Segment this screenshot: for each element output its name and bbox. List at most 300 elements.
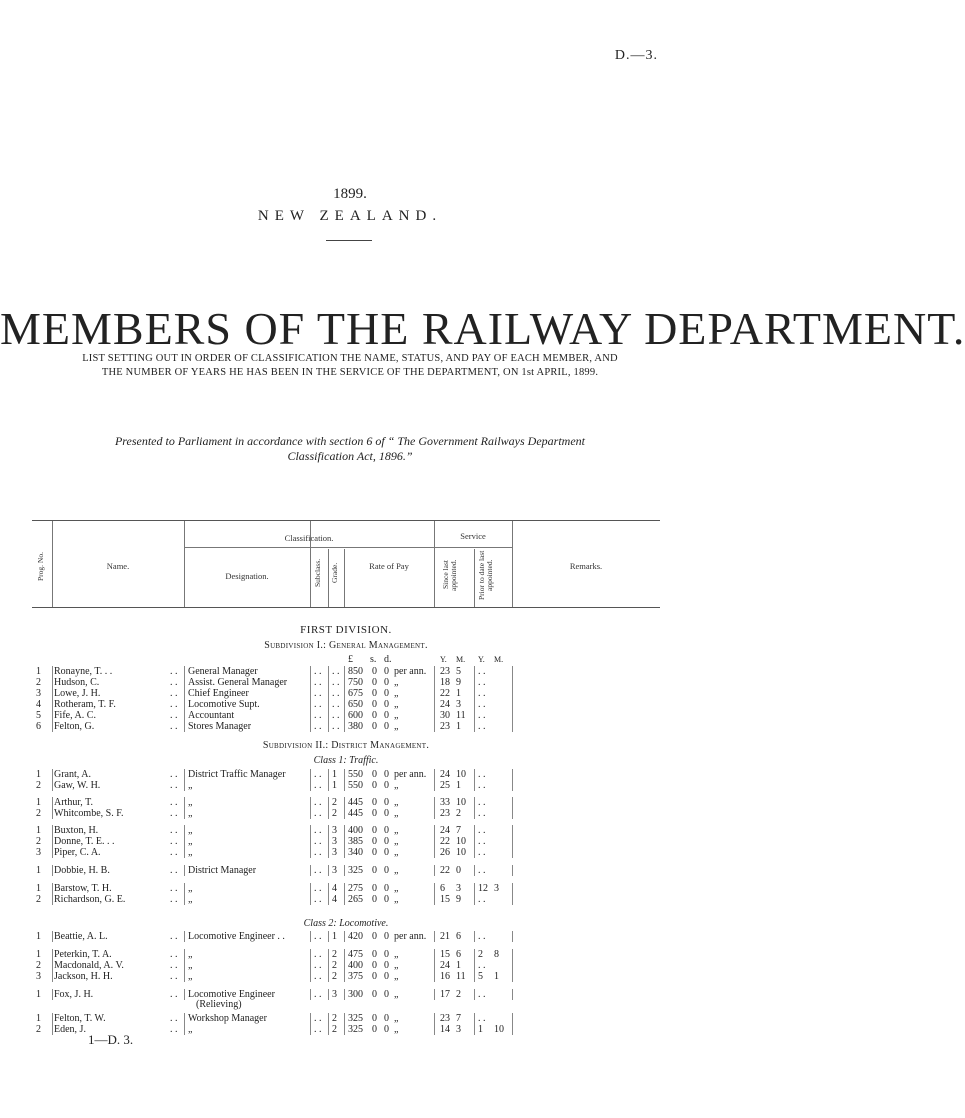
- subclass: . .: [314, 894, 322, 905]
- leader-dots: . .: [170, 836, 178, 847]
- service-years: 16: [440, 971, 450, 982]
- member-name: Felton, T. W.: [54, 1013, 106, 1024]
- table-row: [32, 721, 660, 732]
- service-years: 21: [440, 931, 450, 942]
- subclass: . .: [314, 666, 322, 677]
- leader-dots: . .: [170, 710, 178, 721]
- pay-shillings: 0: [372, 825, 377, 836]
- leader-dots: . .: [170, 931, 178, 942]
- member-name: Jackson, H. H.: [54, 971, 113, 982]
- pay-shillings: 0: [372, 797, 377, 808]
- prior-months: 10: [494, 1024, 504, 1035]
- subclass: . .: [314, 949, 322, 960]
- presented-note: [0, 434, 700, 464]
- table-row: [32, 971, 660, 982]
- member-name: Fife, A. C.: [54, 710, 96, 721]
- designation: „: [188, 883, 193, 894]
- grade: 2: [332, 1013, 337, 1024]
- pay-period: „: [394, 677, 399, 688]
- leader-dots: . .: [170, 769, 178, 780]
- designation: District Traffic Manager: [188, 769, 286, 780]
- prior-years: . .: [478, 960, 486, 971]
- grade: 3: [332, 836, 337, 847]
- service-years: 22: [440, 865, 450, 876]
- pay-period: „: [394, 710, 399, 721]
- subclass: . .: [314, 989, 322, 1000]
- service-years: 24: [440, 769, 450, 780]
- leader-dots: . .: [170, 780, 178, 791]
- prior-years: 2: [478, 949, 483, 960]
- subclass: . .: [314, 721, 322, 732]
- pay-shillings: 0: [372, 971, 377, 982]
- designation: „: [188, 1024, 193, 1035]
- table-row: [32, 825, 660, 836]
- pay-period: „: [394, 808, 399, 819]
- leader-dots: . .: [170, 847, 178, 858]
- member-name: Buxton, H.: [54, 825, 99, 836]
- designation: „: [188, 797, 193, 808]
- member-name: Fox, J. H.: [54, 989, 94, 1000]
- designation: General Manager: [188, 666, 258, 677]
- designation: Stores Manager: [188, 721, 252, 732]
- pay-period: „: [394, 797, 399, 808]
- prior-years: . .: [478, 721, 486, 732]
- page-title: MEMBERS OF THE RAILWAY DEPARTMENT.: [0, 303, 965, 354]
- member-name: Lowe, J. H.: [54, 688, 101, 699]
- grade: . .: [332, 688, 340, 699]
- pay-shillings: 0: [372, 960, 377, 971]
- prior-years: . .: [478, 666, 486, 677]
- pay-pence: 0: [384, 931, 389, 942]
- prog-no: 6: [36, 721, 41, 732]
- subclass: . .: [314, 1024, 322, 1035]
- pay-shillings: 0: [372, 847, 377, 858]
- leader-dots: . .: [170, 677, 178, 688]
- leader-dots: . .: [170, 883, 178, 894]
- pay-pounds: 325: [348, 865, 363, 876]
- service-header: Service: [460, 531, 486, 541]
- rate-header: Rate of Pay: [369, 561, 409, 571]
- pay-pounds: 675: [348, 688, 363, 699]
- since-last-header: Since last appointed.: [441, 559, 458, 591]
- subdivision-2-heading: Subdivision II.: District Management.: [262, 740, 430, 751]
- subclass: . .: [314, 931, 322, 942]
- unit-shillings: s.: [370, 654, 377, 665]
- member-name: Richardson, G. E.: [54, 894, 126, 905]
- prog-no: 3: [36, 971, 41, 982]
- designation: Assist. General Manager: [188, 677, 288, 688]
- pay-shillings: 0: [372, 836, 377, 847]
- subclass: . .: [314, 847, 322, 858]
- pay-period: per ann.: [394, 769, 427, 780]
- leader-dots: . .: [170, 666, 178, 677]
- table-row: [32, 769, 660, 780]
- service-years: 6: [440, 883, 445, 894]
- pay-pounds: 325: [348, 1024, 363, 1035]
- pay-pounds: 265: [348, 894, 363, 905]
- service-years: 17: [440, 989, 450, 1000]
- service-months: 10: [456, 847, 466, 858]
- service-years: 23: [440, 666, 450, 677]
- service-months: 10: [456, 797, 466, 808]
- pay-period: „: [394, 971, 399, 982]
- prior-years: 5: [478, 971, 483, 982]
- pay-pounds: 325: [348, 1013, 363, 1024]
- prior-months: 8: [494, 949, 499, 960]
- pay-pence: 0: [384, 989, 389, 1000]
- designation: Accountant: [188, 710, 235, 721]
- prior-months: 3: [494, 883, 499, 894]
- service-months: 3: [456, 1024, 461, 1035]
- leader-dots: . .: [170, 808, 178, 819]
- grade: 3: [332, 989, 337, 1000]
- prog-no: 1: [36, 989, 41, 1000]
- prior-years: 12: [478, 883, 488, 894]
- prog-no: 1: [36, 883, 41, 894]
- table-row: [32, 931, 660, 942]
- unit-pounds: £: [348, 654, 353, 665]
- year: 1899.: [333, 186, 367, 202]
- service-months: 7: [456, 825, 461, 836]
- member-name: Whitcombe, S. F.: [54, 808, 124, 819]
- prior-years: . .: [478, 780, 486, 791]
- grade: . .: [332, 666, 340, 677]
- pay-pounds: 375: [348, 971, 363, 982]
- designation: „: [188, 847, 193, 858]
- country: NEW ZEALAND.: [257, 208, 443, 224]
- service-months: 9: [456, 677, 461, 688]
- pay-pounds: 380: [348, 721, 363, 732]
- subclass: . .: [314, 808, 322, 819]
- pay-pence: 0: [384, 883, 389, 894]
- subclass: . .: [314, 883, 322, 894]
- member-name: Hudson, C.: [54, 677, 100, 688]
- pay-pounds: 850: [348, 666, 363, 677]
- pay-shillings: 0: [372, 808, 377, 819]
- pay-pounds: 750: [348, 677, 363, 688]
- pay-pounds: 340: [348, 847, 363, 858]
- grade: 1: [332, 780, 337, 791]
- designation: „: [188, 960, 193, 971]
- member-name: Piper, C. A.: [54, 847, 101, 858]
- table-row: [32, 808, 660, 819]
- pay-period: „: [394, 688, 399, 699]
- table-header: [32, 520, 660, 608]
- service-years: 15: [440, 894, 450, 905]
- prior-years: . .: [478, 825, 486, 836]
- units-row: [32, 654, 660, 665]
- pay-pence: 0: [384, 1024, 389, 1035]
- grade: . .: [332, 721, 340, 732]
- table-row: [32, 710, 660, 721]
- service-months: 5: [456, 666, 461, 677]
- service-years: 26: [440, 847, 450, 858]
- table-row: [32, 847, 660, 858]
- prior-years: . .: [478, 836, 486, 847]
- pay-shillings: 0: [372, 688, 377, 699]
- grade: 2: [332, 797, 337, 808]
- grade-header: Grade.: [330, 562, 339, 584]
- subclass-header: Subclass.: [313, 558, 322, 588]
- pay-shillings: 0: [372, 699, 377, 710]
- pay-period: „: [394, 780, 399, 791]
- table-row: [32, 677, 660, 688]
- subclass: . .: [314, 825, 322, 836]
- prior-years: . .: [478, 769, 486, 780]
- prog-no: 2: [36, 808, 41, 819]
- subclass: . .: [314, 699, 322, 710]
- service-months: 10: [456, 769, 466, 780]
- prog-no: 1: [36, 769, 41, 780]
- designation: District Manager: [188, 865, 257, 876]
- pay-pounds: 400: [348, 960, 363, 971]
- pay-pounds: 475: [348, 949, 363, 960]
- pay-shillings: 0: [372, 989, 377, 1000]
- designation: „: [188, 808, 193, 819]
- pay-pounds: 445: [348, 797, 363, 808]
- grade: . .: [332, 710, 340, 721]
- service-months: 1: [456, 780, 461, 791]
- grade: 1: [332, 931, 337, 942]
- pay-pence: 0: [384, 825, 389, 836]
- prior-years: . .: [478, 677, 486, 688]
- subclass: . .: [314, 797, 322, 808]
- grade: . .: [332, 677, 340, 688]
- leader-dots: . .: [170, 971, 178, 982]
- table-row: [32, 780, 660, 791]
- designation: Chief Engineer: [188, 688, 249, 699]
- member-name: Macdonald, A. V.: [54, 960, 124, 971]
- class-2-heading: Class 2: Locomotive.: [303, 918, 389, 929]
- table-row: [32, 688, 660, 699]
- prior-years: . .: [478, 989, 486, 1000]
- subclass: . .: [314, 1013, 322, 1024]
- unit-pence: d.: [384, 654, 392, 665]
- remarks-header: Remarks.: [569, 561, 603, 571]
- table-row: [32, 989, 660, 1010]
- designation: Locomotive Engineer . .: [188, 931, 285, 942]
- prior-months: 1: [494, 971, 499, 982]
- pay-shillings: 0: [372, 1013, 377, 1024]
- service-years: 22: [440, 836, 450, 847]
- pay-period: „: [394, 894, 399, 905]
- service-months: 9: [456, 894, 461, 905]
- service-years: 23: [440, 1013, 450, 1024]
- table-row: [32, 894, 660, 905]
- pay-shillings: 0: [372, 883, 377, 894]
- prog-no: 2: [36, 677, 41, 688]
- leader-dots: . .: [170, 721, 178, 732]
- prog-no-header: Prog. No.: [36, 552, 45, 582]
- prog-no: 5: [36, 710, 41, 721]
- designation: „: [188, 949, 193, 960]
- grade: . .: [332, 699, 340, 710]
- designation-header: Designation.: [225, 571, 269, 581]
- leader-dots: . .: [170, 797, 178, 808]
- service-months: 1: [456, 688, 461, 699]
- member-name: Beattie, A. L.: [54, 931, 108, 942]
- grade: 2: [332, 1024, 337, 1035]
- prior-years: . .: [478, 847, 486, 858]
- prior-years: . .: [478, 710, 486, 721]
- grade: 4: [332, 894, 337, 905]
- pay-pounds: 650: [348, 699, 363, 710]
- pay-shillings: 0: [372, 865, 377, 876]
- footer-signature: 1—D. 3.: [88, 1032, 134, 1047]
- subclass: . .: [314, 960, 322, 971]
- subclass: . .: [314, 865, 322, 876]
- table-row: [32, 699, 660, 710]
- pay-period: „: [394, 989, 399, 1000]
- pay-shillings: 0: [372, 931, 377, 942]
- leader-dots: . .: [170, 1024, 178, 1035]
- leader-dots: . .: [170, 949, 178, 960]
- service-months: 0: [456, 865, 461, 876]
- service-years: 14: [440, 1024, 450, 1035]
- pay-shillings: 0: [372, 1024, 377, 1035]
- pay-pence: 0: [384, 666, 389, 677]
- grade: 3: [332, 847, 337, 858]
- prior-years: . .: [478, 865, 486, 876]
- subtitle-line-1: LIST SETTING OUT IN ORDER OF CLASSIFICATION THE NAME, STATUS, AND PAY OF EACH MEMBER, AND: [82, 353, 618, 364]
- subtitle: [0, 352, 700, 380]
- table-row: [32, 949, 660, 960]
- service-years: 24: [440, 699, 450, 710]
- pay-pence: 0: [384, 1013, 389, 1024]
- designation: „: [188, 971, 193, 982]
- pay-pounds: 420: [348, 931, 363, 942]
- prog-no: 2: [36, 1024, 41, 1035]
- service-months: 6: [456, 931, 461, 942]
- prior-years: . .: [478, 797, 486, 808]
- service-months: 3: [456, 883, 461, 894]
- pay-period: „: [394, 1013, 399, 1024]
- member-name: Gaw, W. H.: [54, 780, 101, 791]
- table-row: [32, 883, 660, 894]
- designation-line-2: (Relieving): [196, 999, 242, 1010]
- pay-period: „: [394, 836, 399, 847]
- pay-pence: 0: [384, 949, 389, 960]
- prior-years: . .: [478, 894, 486, 905]
- service-years: 30: [440, 710, 450, 721]
- pay-pence: 0: [384, 960, 389, 971]
- class-1-heading: Class 1: Traffic.: [313, 755, 379, 766]
- prog-no: 2: [36, 894, 41, 905]
- pay-shillings: 0: [372, 894, 377, 905]
- prior-years: . .: [478, 931, 486, 942]
- unit-years: Y.: [440, 655, 447, 664]
- prog-no: 1: [36, 949, 41, 960]
- grade: 2: [332, 960, 337, 971]
- pay-pence: 0: [384, 688, 389, 699]
- pay-shillings: 0: [372, 666, 377, 677]
- pay-pence: 0: [384, 769, 389, 780]
- unit-prior-months: M.: [494, 655, 504, 664]
- subclass: . .: [314, 688, 322, 699]
- prog-no: 4: [36, 699, 41, 710]
- service-years: 23: [440, 808, 450, 819]
- pay-pence: 0: [384, 677, 389, 688]
- leader-dots: . .: [170, 960, 178, 971]
- service-years: 24: [440, 960, 450, 971]
- table-row: [32, 960, 660, 971]
- leader-dots: . .: [170, 989, 178, 1000]
- service-years: 24: [440, 825, 450, 836]
- unit-prior-years: Y.: [478, 655, 485, 664]
- pay-period: „: [394, 949, 399, 960]
- prog-no: 1: [36, 666, 41, 677]
- pay-period: „: [394, 1024, 399, 1035]
- leader-dots: . .: [170, 699, 178, 710]
- table-row: [32, 797, 660, 808]
- prior-years: . .: [478, 699, 486, 710]
- prior-years: . .: [478, 1013, 486, 1024]
- designation: Workshop Manager: [188, 1013, 267, 1024]
- leader-dots: . .: [170, 1013, 178, 1024]
- service-months: 7: [456, 1013, 461, 1024]
- pay-pence: 0: [384, 797, 389, 808]
- member-name: Dobbie, H. B.: [54, 865, 110, 876]
- pay-pounds: 275: [348, 883, 363, 894]
- pay-shillings: 0: [372, 710, 377, 721]
- pay-period: „: [394, 699, 399, 710]
- member-name: Ronayne, T. . .: [54, 666, 113, 677]
- pay-shillings: 0: [372, 769, 377, 780]
- divider: [326, 240, 372, 241]
- unit-months: M.: [456, 655, 466, 664]
- subtitle-line-2: THE NUMBER OF YEARS HE HAS BEEN IN THE SERVICE OF THE DEPARTMENT, ON 1st APRIL, 1899.: [101, 367, 599, 378]
- member-name: Peterkin, T. A.: [54, 949, 112, 960]
- pay-pence: 0: [384, 836, 389, 847]
- pay-pence: 0: [384, 894, 389, 905]
- subdivision-1-heading: Subdivision I.: General Management.: [264, 640, 428, 651]
- designation: „: [188, 836, 193, 847]
- pay-shillings: 0: [372, 780, 377, 791]
- grade: 3: [332, 825, 337, 836]
- service-months: 1: [456, 960, 461, 971]
- pay-pence: 0: [384, 710, 389, 721]
- subclass: . .: [314, 769, 322, 780]
- document-reference: D.—3.: [614, 48, 658, 63]
- presented-line-2: Classification Act, 1896.”: [287, 449, 413, 463]
- pay-period: „: [394, 883, 399, 894]
- pay-shillings: 0: [372, 677, 377, 688]
- pay-pounds: 385: [348, 836, 363, 847]
- pay-pence: 0: [384, 721, 389, 732]
- member-name: Eden, J.: [54, 1024, 86, 1035]
- pay-pence: 0: [384, 847, 389, 858]
- designation: „: [188, 825, 193, 836]
- prog-no: 2: [36, 960, 41, 971]
- service-months: 2: [456, 808, 461, 819]
- member-name: Donne, T. E. . .: [54, 836, 115, 847]
- service-months: 3: [456, 699, 461, 710]
- grade: 2: [332, 949, 337, 960]
- pay-period: per ann.: [394, 931, 427, 942]
- prog-no: 3: [36, 688, 41, 699]
- leader-dots: . .: [170, 688, 178, 699]
- pay-pounds: 400: [348, 825, 363, 836]
- subclass: . .: [314, 677, 322, 688]
- pay-pence: 0: [384, 808, 389, 819]
- grade: 1: [332, 769, 337, 780]
- service-months: 6: [456, 949, 461, 960]
- designation: Locomotive Supt.: [188, 699, 260, 710]
- service-years: 15: [440, 949, 450, 960]
- service-years: 22: [440, 688, 450, 699]
- grade: 2: [332, 971, 337, 982]
- pay-period: „: [394, 865, 399, 876]
